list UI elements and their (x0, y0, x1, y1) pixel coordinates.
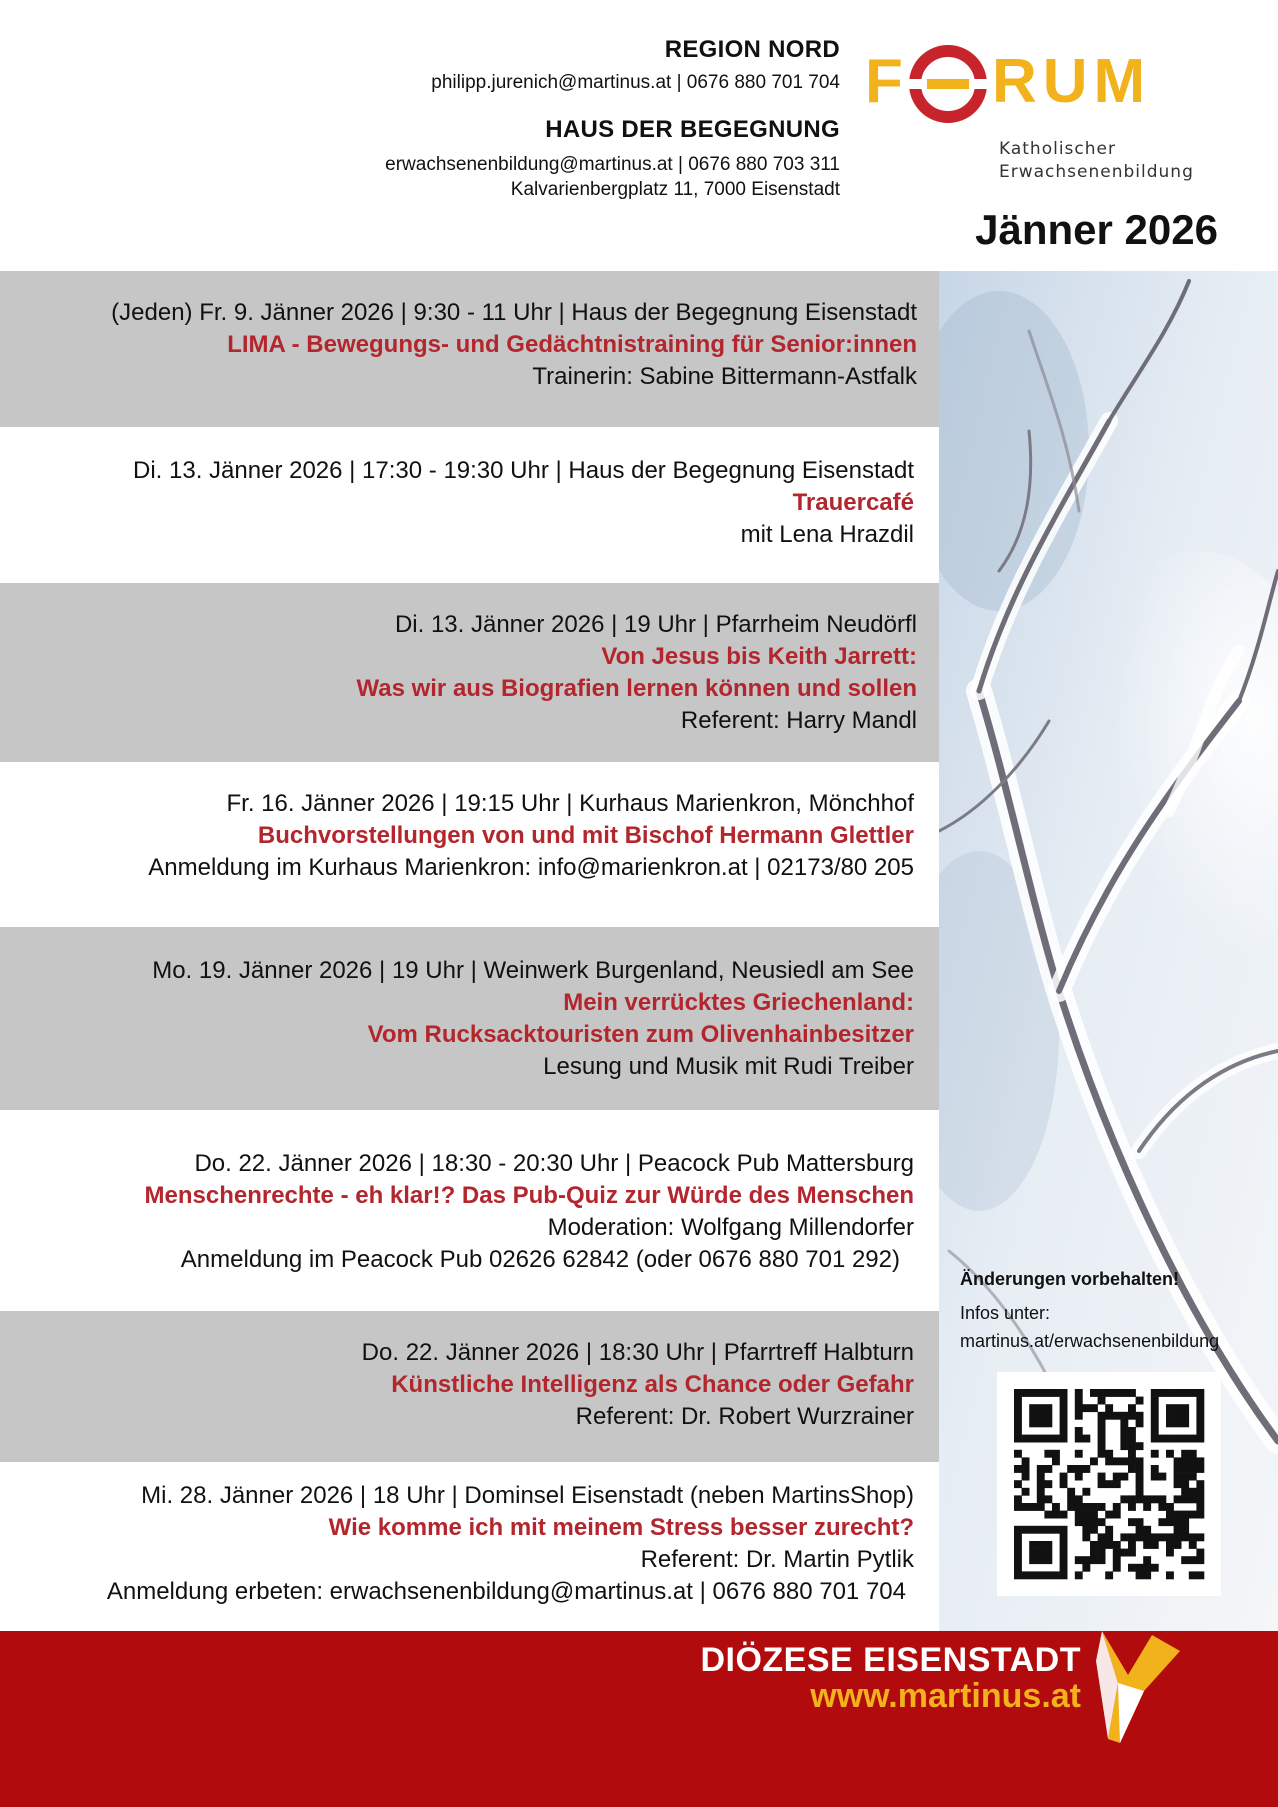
diocese-cross-icon (1092, 1631, 1182, 1756)
haus-address: Kalvarienbergplatz 11, 7000 Eisenstadt (510, 179, 840, 200)
logo-subtitle-1: Katholischer (999, 139, 1116, 159)
event-title: Künstliche Intelligenz als Chance oder Gefahr (391, 1371, 914, 1398)
event-detail: Moderation: Wolfgang Millendorfer (547, 1214, 914, 1241)
event-6 (0, 1110, 939, 1311)
event-title: Wie komme ich mit meinem Stress besser zurecht? (328, 1514, 914, 1541)
forum-logo (865, 40, 1215, 190)
event-title: Menschenrechte - eh klar!? Das Pub-Quiz zur Würde des Menschen (144, 1182, 914, 1209)
logo-subtitle-2: Erwachsenenbildung (999, 162, 1194, 182)
event-detail: Referent: Dr. Robert Wurzrainer (575, 1403, 914, 1430)
region-contact-line: philipp.jurenich@martinus.at | 0676 880 701 704 (431, 72, 840, 93)
event-detail-2: Anmeldung erbeten: erwachsenenbildung@martinus.at | 0676 880 701 704 (106, 1578, 906, 1605)
notice-heading: Änderungen vorbehalten! (960, 1269, 1180, 1289)
event-meta: Fr. 16. Jänner 2026 | 19:15 Uhr | Kurhaus Marienkron, Mönchhof (226, 790, 914, 817)
footer-banner (0, 1631, 1278, 1807)
region-title: REGION NORD (664, 36, 840, 63)
month-title: Jänner 2026 (975, 206, 1218, 253)
event-2 (0, 427, 939, 583)
event-meta: Do. 22. Jänner 2026 | 18:30 - 20:30 Uhr | Peacock Pub Mattersburg (194, 1150, 914, 1177)
event-meta: Di. 13. Jänner 2026 | 19 Uhr | Pfarrheim Neudörfl (394, 611, 917, 638)
event-3 (0, 583, 939, 762)
event-detail-2: Anmeldung im Peacock Pub 02626 62842 (oder 0676 880 701 292) (180, 1246, 900, 1273)
notice-box (960, 1265, 1260, 1355)
haus-title: HAUS DER BEGEGNUNG (545, 116, 840, 143)
event-title: Trauercafé (792, 489, 914, 516)
event-meta: Do. 22. Jänner 2026 | 18:30 Uhr | Pfarrtreff Halbturn (361, 1339, 914, 1366)
event-meta: (Jeden) Fr. 9. Jänner 2026 | 9:30 - 11 Uhr | Haus der Begegnung Eisenstadt (111, 299, 917, 326)
haus-contact-line: erwachsenenbildung@martinus.at | 0676 880 703 311 (385, 154, 840, 175)
event-meta: Mo. 19. Jänner 2026 | 19 Uhr | Weinwerk Burgenland, Neusiedl am See (152, 957, 914, 984)
event-detail: Referent: Dr. Martin Pytlik (640, 1546, 914, 1573)
event-7 (0, 1311, 939, 1462)
logo-letter-f: F (865, 47, 903, 116)
event-detail: mit Lena Hrazdil (740, 521, 914, 548)
info-label: Infos unter: (960, 1303, 1051, 1323)
event-title: Buchvorstellungen von und mit Bischof Hermann Glettler (257, 822, 914, 849)
event-5 (0, 927, 939, 1110)
event-detail: Lesung und Musik mit Rudi Treiber (543, 1053, 914, 1080)
qr-code[interactable] (997, 1372, 1221, 1596)
event-title: LIMA - Bewegungs- und Gedächtnistraining für Senior:innen (227, 331, 917, 358)
event-title: Von Jesus bis Keith Jarrett: (601, 643, 917, 670)
event-detail: Anmeldung im Kurhaus Marienkron: info@marienkron.at | 02173/80 205 (148, 854, 914, 881)
logo-ring-icon (909, 51, 989, 117)
event-1 (0, 271, 939, 427)
event-4 (0, 762, 939, 927)
region-nord-contact (431, 36, 840, 95)
event-title-line-2: Vom Rucksacktouristen zum Olivenhainbesitzer (367, 1021, 914, 1048)
event-title: Mein verrücktes Griechenland: (563, 989, 914, 1016)
event-detail: Trainerin: Sabine Bittermann-Astfalk (532, 363, 917, 390)
diocese-name: DIÖZESE EISENSTADT (700, 1641, 1081, 1679)
haus-contact (385, 116, 840, 202)
info-link[interactable]: martinus.at/erwachsenenbildung (960, 1331, 1220, 1351)
logo-wordmark: RUM (992, 47, 1152, 116)
event-8 (0, 1462, 939, 1631)
website-link[interactable]: www.martinus.at (810, 1677, 1081, 1715)
event-meta: Di. 13. Jänner 2026 | 17:30 - 19:30 Uhr | Haus der Begegnung Eisenstadt (133, 457, 914, 484)
event-detail: Referent: Harry Mandl (680, 707, 917, 734)
event-meta: Mi. 28. Jänner 2026 | 18 Uhr | Dominsel Eisenstadt (neben MartinsShop) (141, 1482, 914, 1509)
event-title-line-2: Was wir aus Biografien lernen können und sollen (356, 675, 917, 702)
